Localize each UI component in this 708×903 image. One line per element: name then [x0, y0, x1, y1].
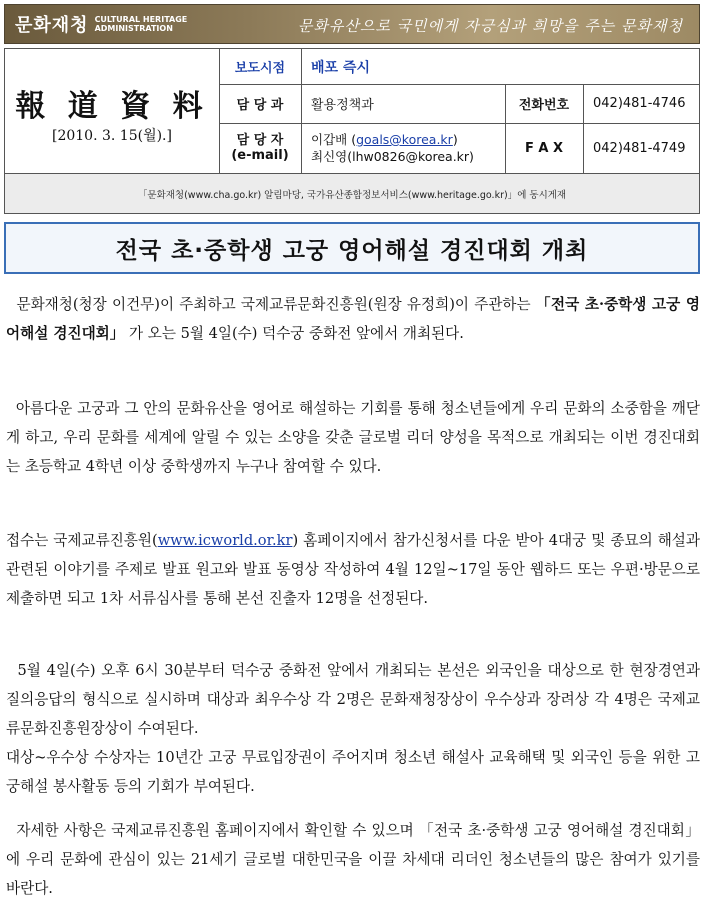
- press-release-header: [4, 48, 700, 174]
- simultaneous-posting-notice: 「문화재청(www.cha.go.kr) 알림마당, 국가유산종합정보서비스(www.heritage.go.kr)」에 동시게재: [4, 174, 700, 214]
- phone-label: 전화번호: [518, 98, 570, 113]
- headline: 전국 초·중학생 고궁 영어해설 경진대회 개최: [4, 222, 700, 274]
- dept-label: 담 당 과: [236, 98, 284, 113]
- paragraph-5: 자세한 사항은 국제교류진흥원 홈페이지에서 확인할 수 있으며 「전국 초·중학생 고궁 영어해설 경진대회」에 우리 문화에 관심이 있는 21세기 글로벌 대한민국을 이끌 차세대 리더인 청소년들의 많은 참여가 있기를 바란다.: [6, 822, 700, 897]
- event-name-bold: 「전국 초·중학생 고궁 영어해설 경진대회」: [6, 296, 700, 342]
- phone-value: 042)481-4746: [593, 96, 686, 111]
- contact-1: 이갑배 (goals@korea.kr): [311, 132, 458, 147]
- agency-logo: [15, 11, 187, 37]
- contact-label-line-1: 담 당 자: [236, 133, 284, 148]
- paragraph-4-line-b: 대상~우수상 수상자는 10년간 고궁 무료입장권이 주어지며 청소년 해설사 교육해택 및 외국인 등을 위한 고궁해설 봉사활동 등의 기회가 부여된다.: [6, 749, 700, 795]
- release-label: 보도시점: [234, 61, 286, 76]
- contact-values: [311, 123, 505, 173]
- fax-value: 042)481-4749: [593, 140, 686, 156]
- agency-slogan: 문화유산으로 국민에게 자긍심과 희망을 주는 문화재청: [297, 17, 683, 35]
- paragraph-2: 아름다운 고궁과 그 안의 문화유산을 영어로 해설하는 기회를 통해 청소년들에게 우리 문화의 소중함을 깨닫게 하고, 우리 문화를 세계에 알릴 수 있는 소양을 갖춘 글로벌 리더 양성을 목적으로 개최되는 이번 경진대회는 초등학교 4학년 이상 중학생까지 누구나 참여할 수 있다.: [6, 400, 700, 475]
- paragraph-1: 문화재청(청장 이건무)이 주최하고 국제교류문화진흥원(원장 유정희)이 주관하는 「전국 초·중학생 고궁 영어해설 경진대회」 가 오는 5월 4일(수) 덕수궁 중화전 앞에서 개최된다.: [6, 296, 700, 342]
- logo-english-text: [95, 15, 188, 33]
- paragraph-4: 5월 4일(수) 오후 6시 30분부터 덕수궁 중화전 앞에서 개최되는 본선은 외국인을 대상으로 한 현장경연과 질의응답의 형식으로 실시하며 대상과 최우수상 각 2명은 문화재청장상이 우수상과 장려상 각 4명은 국제교류문화진흥원장상이 수여된다. 대상~우수상 수상자는 10년간 고궁 무료입장권이 주어지며 청소년 해설사 교육해택 및 외국인 등을 위한 고궁해설 봉사활동 등의 기회가 부여된다.: [6, 662, 700, 795]
- logo-korean-text: 문화재청: [15, 15, 89, 36]
- logo-english-line-1: CULTURAL HERITAGE: [94, 15, 188, 24]
- agency-banner: [4, 4, 700, 44]
- contact-label-line-2: (e-mail): [231, 148, 289, 163]
- icworld-link[interactable]: www.icworld.or.kr: [157, 532, 293, 549]
- paragraph-3: 접수는 국제교류진흥원(www.icworld.or.kr) 홈페이지에서 참가신청서를 다운 받아 4대궁 및 종묘의 해설과 관련된 이야기를 주제로 발표 원고와 발표 동영상 작성하여 4월 12일~17일 동안 웹하드 또는 우편·방문으로 제출하면 되고 1차 서류심사를 통해 본선 진출자 12명을 선정된다.: [6, 532, 700, 607]
- header-title-block: [5, 49, 220, 173]
- contact-2: 최신영(lhw0826@korea.kr): [311, 149, 474, 164]
- logo-english-line-2: ADMINISTRATION: [94, 24, 173, 33]
- release-date: [2010. 3. 15(월).]: [52, 128, 172, 144]
- release-value: 배포 즉시: [311, 59, 370, 76]
- contact-1-email-link[interactable]: goals@korea.kr: [356, 132, 453, 147]
- doc-title: 報 道 資 料: [15, 89, 209, 124]
- fax-label: F A X: [524, 140, 564, 156]
- dept-value: 활용정책과: [311, 98, 374, 113]
- contact-label: [219, 123, 301, 173]
